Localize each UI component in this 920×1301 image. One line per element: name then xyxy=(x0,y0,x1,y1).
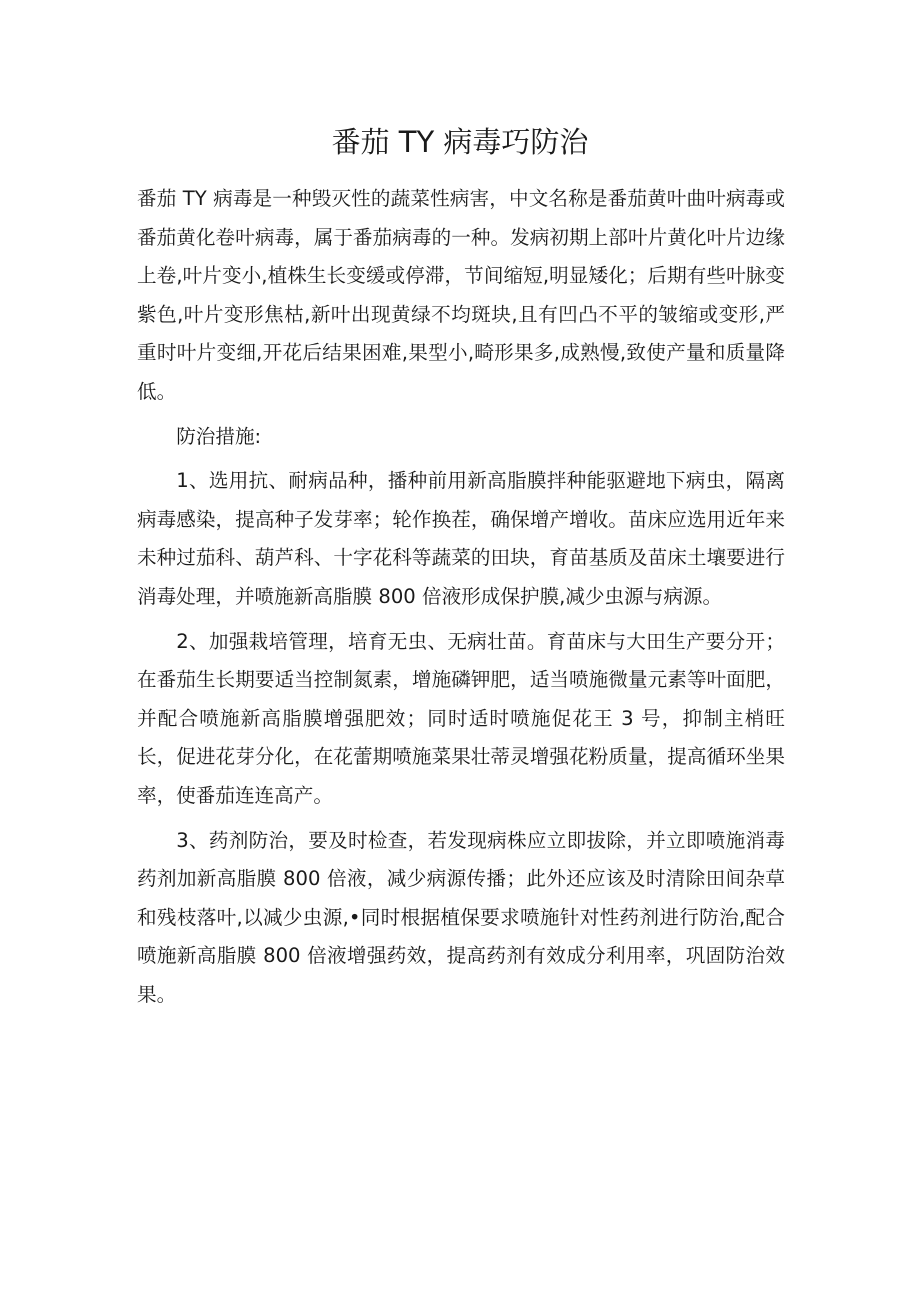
measures-heading: 防治措施: xyxy=(176,424,262,448)
measure-paragraph-1: 1、选用抗、耐病品种，播种前用新高脂膜拌种能驱避地下病虫，隔离病毒感染，提高种子发芽率；轮作换茬，确保增产增收。苗床应选用近年来未种过茄科、葫芦科、十字花科等蔬菜的田块，育苗基质及苗床土壤要进行消毒处理，并喷施新高脂膜 800 倍液形成保护膜,减少虫源与病源。 xyxy=(137,469,785,608)
measure-paragraph-3: 3、药剂防治，要及时检查，若发现病株应立即拔除，并立即喷施消毒药剂加新高脂膜 800 倍液，减少病源传播；此外还应该及时清除田间杂草和残枝落叶,以减少虫源,•同时根据植保要求喷施针对性药剂进行防治,配合喷施新高脂膜 800 倍液增强药效，提高药剂有效成分利用率，巩固防治效果。 xyxy=(137,828,785,1006)
page-title: 番茄 TY 病毒巧防治 xyxy=(331,125,589,159)
measure-paragraph-2: 2、加强栽培管理，培育无虫、无病壮苗。育苗床与大田生产要分开；在番茄生长期要适当控制氮素，增施磷钾肥，适当喷施微量元素等叶面肥，并配合喷施新高脂膜增强肥效；同时适时喷施促花王 3 号，抑制主梢旺长，促进花芽分化，在花蕾期喷施菜果壮蒂灵增强花粉质量，提高循环坐果率，使番茄连连高产。 xyxy=(137,629,785,807)
intro-paragraph: 番茄 TY 病毒是一种毁灭性的蔬菜性病害，中文名称是番茄黄叶曲叶病毒或番茄黄化卷叶病毒，属于番茄病毒的一种。发病初期上部叶片黄化叶片边缘上卷,叶片变小,植株生长变缓或停滞，节间缩短,明显矮化；后期有些叶脉变紫色,叶片变形焦枯,新叶出现黄绿不均斑块,且有凹凸不平的皱缩或变形,严重时叶片变细,开花后结果困难,果型小,畸形果多,成熟慢,致使产量和质量降低。 xyxy=(137,187,785,403)
document-body xyxy=(137,180,785,1014)
